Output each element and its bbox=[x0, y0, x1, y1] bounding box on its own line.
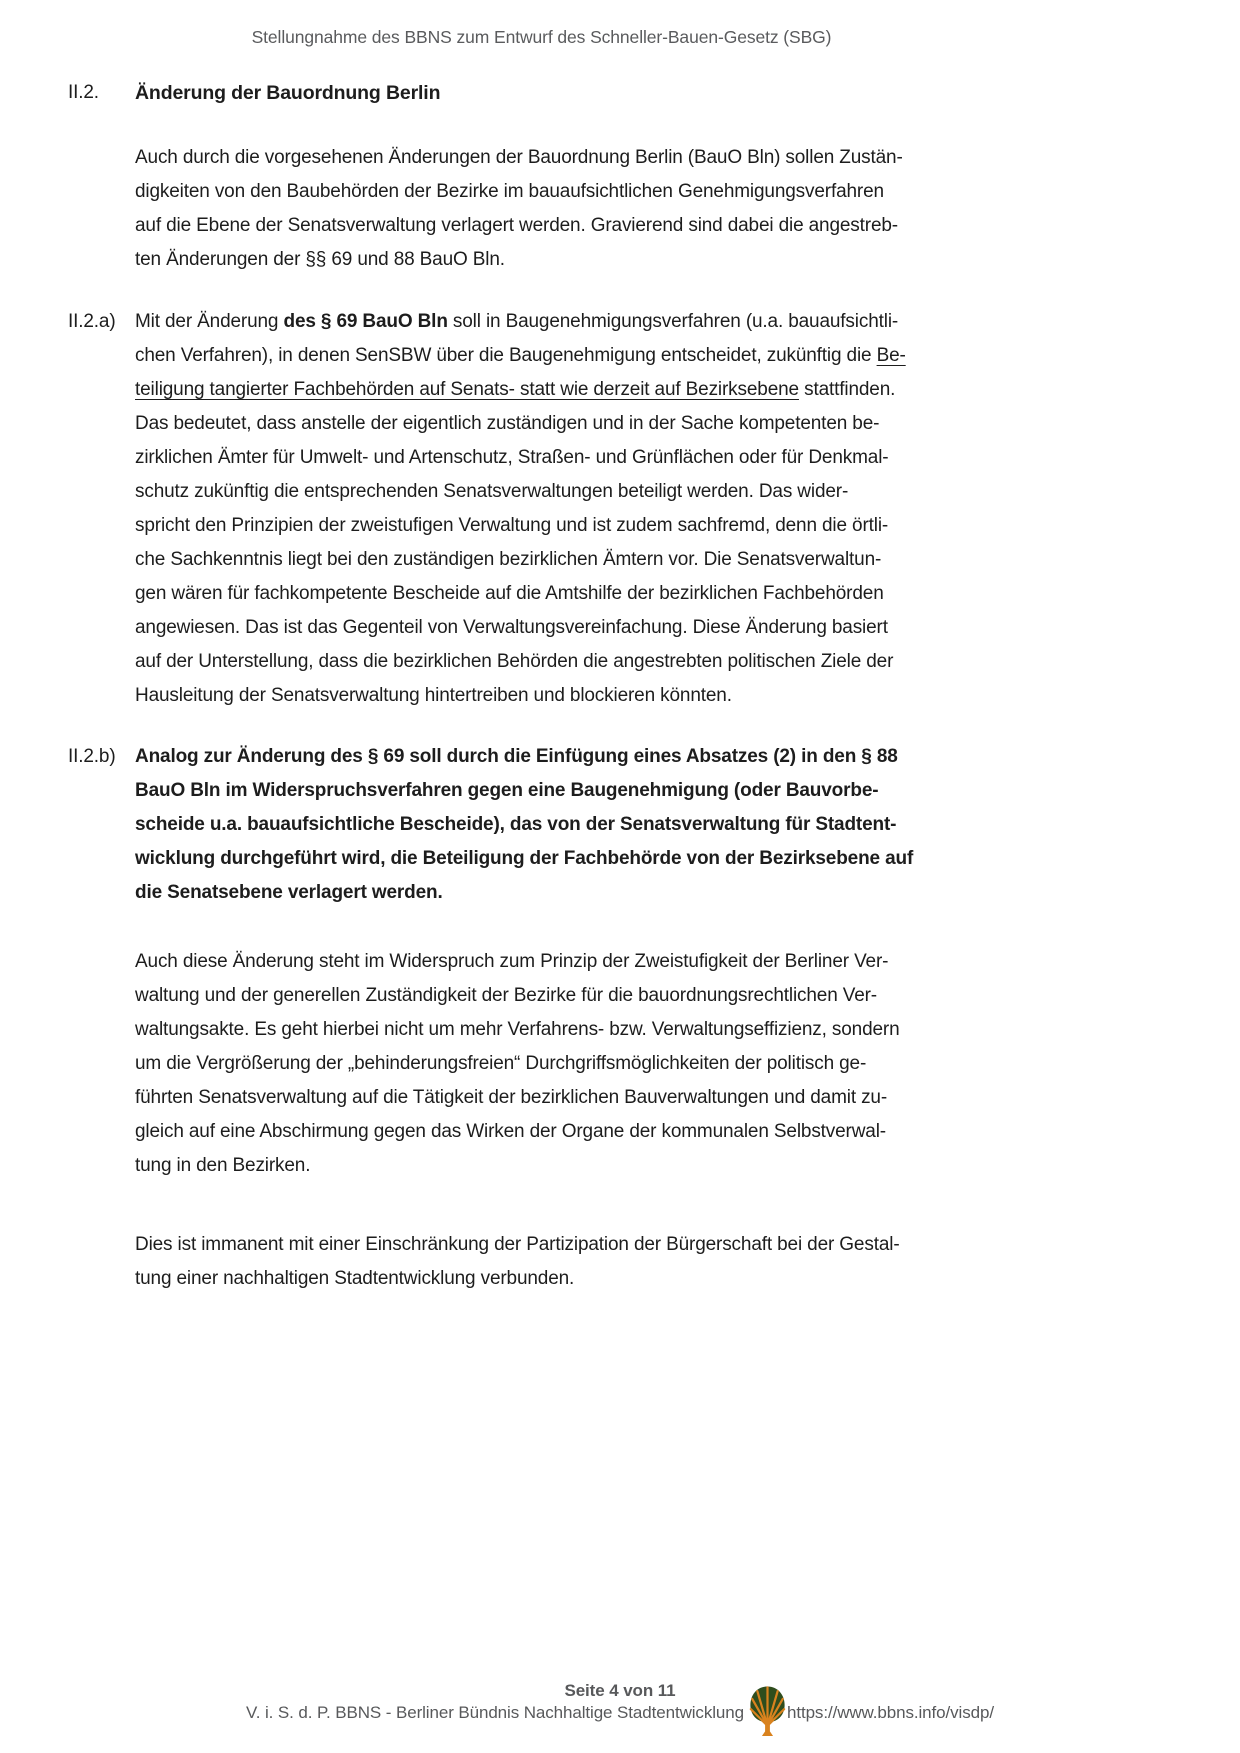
item-number-label: II.2. bbox=[68, 82, 99, 103]
text-run: Be- bbox=[876, 345, 906, 366]
paragraph-block bbox=[68, 305, 1028, 713]
text-run: soll in Baugenehmigungsverfahren (u.a. bauaufsichtli- bbox=[447, 311, 899, 332]
text-line bbox=[135, 543, 1028, 577]
imprint-url[interactable]: https://www.bbns.info/visdp/ bbox=[786, 1703, 994, 1722]
item-number-label: II.2.b) bbox=[68, 746, 116, 767]
text-run: scheide u.a. bauaufsichtliche Bescheide), das von der Senatsverwaltung für Stadtent- bbox=[135, 814, 897, 835]
text-line bbox=[135, 945, 1028, 979]
text-run: zirklichen Ämter für Umwelt- und Artenschutz, Straßen- und Grünflächen oder für Denkmal- bbox=[135, 447, 889, 468]
paragraph-lines bbox=[135, 141, 1028, 277]
text-line bbox=[135, 243, 1028, 277]
text-run: digkeiten von den Baubehörden der Bezirke im bauaufsichtlichen Genehmigungsverfahren bbox=[135, 181, 884, 202]
page-footer bbox=[0, 1680, 1240, 1724]
text-line bbox=[135, 407, 1028, 441]
paragraph-block bbox=[68, 141, 1028, 277]
text-run: Auch diese Änderung steht im Widerspruch zum Prinzip der Zweistufigkeit der Berliner Ver- bbox=[135, 951, 889, 972]
item-number-label: II.2.a) bbox=[68, 311, 116, 332]
text-line bbox=[135, 1047, 1028, 1081]
text-run: Auch durch die vorgesehenen Änderungen der Bauordnung Berlin (BauO Bln) sollen Zustän- bbox=[135, 147, 903, 168]
bbns-tree-logo-icon bbox=[749, 1685, 786, 1737]
paragraph-lines bbox=[135, 740, 1028, 910]
section-heading bbox=[135, 76, 1028, 110]
text-line bbox=[135, 1081, 1028, 1115]
text-line bbox=[135, 577, 1028, 611]
text-run: spricht den Prinzipien der zweistufigen Verwaltung und ist zudem sachfremd, denn die örtli- bbox=[135, 515, 889, 536]
text-run: des § 69 BauO Bln bbox=[283, 311, 448, 332]
text-line bbox=[135, 1149, 1028, 1183]
text-line bbox=[135, 1228, 1028, 1262]
text-line bbox=[135, 175, 1028, 209]
text-line bbox=[135, 209, 1028, 243]
text-line bbox=[135, 339, 1028, 373]
text-line bbox=[135, 305, 1028, 339]
text-run: BauO Bln im Widerspruchsverfahren gegen eine Baugenehmigung (oder Bauvorbe- bbox=[135, 780, 879, 801]
text-line bbox=[135, 740, 1028, 774]
document-blocks bbox=[68, 76, 1028, 1296]
text-run: Das bedeutet, dass anstelle der eigentlich zuständigen und in der Sache kompetenten be- bbox=[135, 413, 880, 434]
text-line bbox=[135, 141, 1028, 175]
text-run: Änderung der Bauordnung Berlin bbox=[135, 82, 441, 104]
text-run: stattfinden. bbox=[798, 379, 896, 400]
text-line bbox=[135, 679, 1028, 713]
text-line bbox=[135, 1013, 1028, 1047]
text-run: gleich auf eine Abschirmung gegen das Wirken der Organe der kommunalen Selbstverwal- bbox=[135, 1121, 886, 1142]
text-run: angewiesen. Das ist das Gegenteil von Verwaltungsvereinfachung. Diese Änderung basiert bbox=[135, 617, 888, 638]
text-line bbox=[135, 611, 1028, 645]
text-line bbox=[135, 774, 1028, 808]
page-number-indicator: Seite 4 von 11 bbox=[564, 1681, 676, 1700]
text-run: Analog zur Änderung des § 69 soll durch die Einfügung eines Absatzes (2) in den § 88 bbox=[135, 746, 898, 767]
text-run: waltung und der generellen Zuständigkeit der Bezirke für die bauordnungsrechtlichen Ver- bbox=[135, 985, 877, 1006]
text-run: teiligung tangierter Fachbehörden auf Senats- statt wie derzeit auf Bezirksebene bbox=[135, 379, 799, 400]
text-run: die Senatsebene verlagert werden. bbox=[135, 882, 443, 903]
text-run: Hausleitung der Senatsverwaltung hintertreiben und blockieren könnten. bbox=[135, 685, 732, 706]
text-line bbox=[135, 441, 1028, 475]
paragraph-lines bbox=[135, 1228, 1028, 1296]
imprint-text: V. i. S. d. P. BBNS - Berliner Bündnis Nachhaltige Stadtentwicklung bbox=[246, 1703, 744, 1722]
text-run: auf die Ebene der Senatsverwaltung verlagert werden. Gravierend sind dabei die angestreb- bbox=[135, 215, 898, 236]
text-line bbox=[135, 1115, 1028, 1149]
section-heading-block bbox=[68, 76, 1028, 110]
text-run: Mit der Änderung bbox=[135, 311, 284, 332]
text-run: schutz zukünftig die entsprechenden Senatsverwaltungen beteiligt werden. Das wider- bbox=[135, 481, 849, 502]
text-line bbox=[135, 1262, 1028, 1296]
text-line bbox=[135, 842, 1028, 876]
text-run: Dies ist immanent mit einer Einschränkung der Partizipation der Bürgerschaft bei der Gestal- bbox=[135, 1234, 900, 1255]
paragraph-block bbox=[68, 1228, 1028, 1296]
text-run: tung einer nachhaltigen Stadtentwicklung verbunden. bbox=[135, 1268, 575, 1289]
paragraph-lines bbox=[135, 305, 1028, 713]
text-line bbox=[135, 509, 1028, 543]
text-run: ten Änderungen der §§ 69 und 88 BauO Bln. bbox=[135, 249, 505, 270]
running-header: Stellungnahme des BBNS zum Entwurf des Schneller-Bauen-Gesetz (SBG) bbox=[251, 27, 832, 47]
text-run: wicklung durchgeführt wird, die Beteiligung der Fachbehörde von der Bezirksebene auf bbox=[135, 848, 914, 869]
paragraph-block bbox=[68, 945, 1028, 1183]
text-line bbox=[135, 475, 1028, 509]
text-run: che Sachkenntnis liegt bei den zuständigen bezirklichen Ämtern vor. Die Senatsverwaltun- bbox=[135, 549, 882, 570]
text-run: tung in den Bezirken. bbox=[135, 1155, 311, 1176]
text-run: führten Senatsverwaltung auf die Tätigkeit der bezirklichen Bauverwaltungen und damit zu- bbox=[135, 1087, 888, 1108]
text-run: chen Verfahren), in denen SenSBW über die Baugenehmigung entscheidet, zukünftig die bbox=[135, 345, 877, 366]
text-line bbox=[135, 876, 1028, 910]
text-run: um die Vergrößerung der „behinderungsfreien“ Durchgriffsmöglichkeiten der politisch ge- bbox=[135, 1053, 867, 1074]
text-run: waltungsakte. Es geht hierbei nicht um mehr Verfahrens- bzw. Verwaltungseffizienz, sondern bbox=[135, 1019, 900, 1040]
text-line bbox=[135, 979, 1028, 1013]
text-line bbox=[135, 808, 1028, 842]
text-run: gen wären für fachkompetente Bescheide auf die Amtshilfe der bezirklichen Fachbehörden bbox=[135, 583, 884, 604]
paragraph-block bbox=[68, 740, 1028, 910]
text-line bbox=[135, 645, 1028, 679]
text-run: auf der Unterstellung, dass die bezirklichen Behörden die angestrebten politischen Ziele der bbox=[135, 651, 894, 672]
text-line bbox=[135, 373, 1028, 407]
imprint-row bbox=[0, 1702, 1240, 1724]
document-body bbox=[68, 76, 1028, 1296]
text-line bbox=[135, 76, 1028, 110]
paragraph-lines bbox=[135, 945, 1028, 1183]
